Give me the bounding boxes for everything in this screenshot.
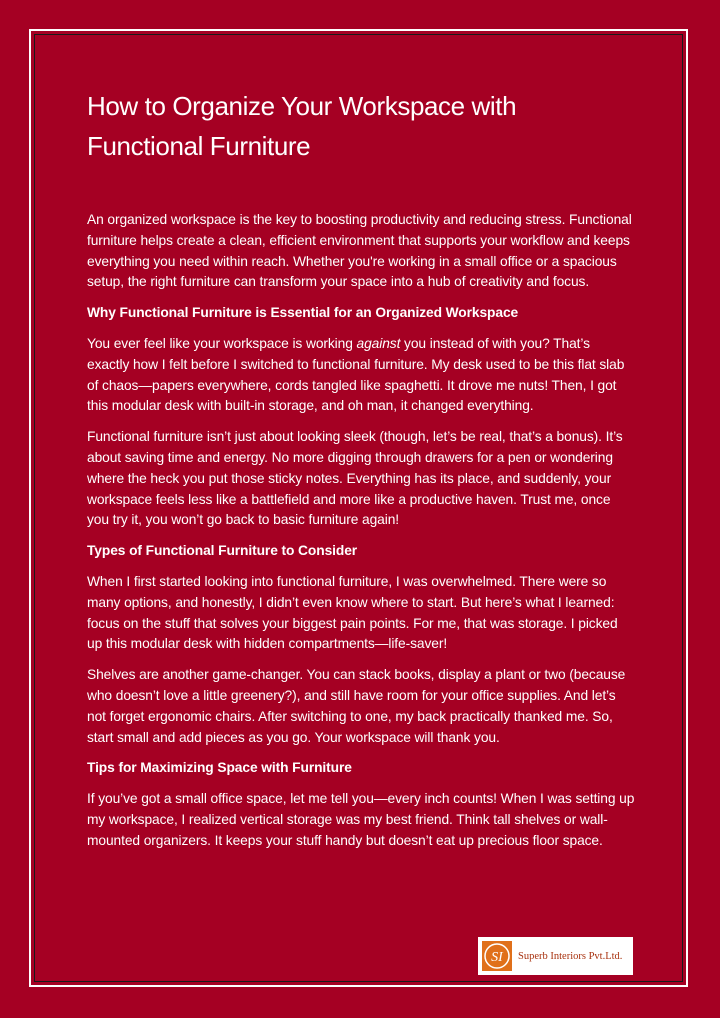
company-logo-name: Superb Interiors Pvt.Ltd.: [518, 950, 623, 962]
article-title: How to Organize Your Workspace with Functional Furniture: [87, 91, 517, 161]
company-logo: [478, 937, 633, 975]
section-heading: Why Functional Furniture is Essential for an Organized Workspace: [87, 305, 519, 321]
paragraph: When I first started looking into functional furniture, I was overwhelmed. There were so many options, and honestly, I didn’t even know where to start. But here’s what I learned: focus on the stuff that solves your biggest pain points. For me, that was storage. I picked up this modular desk with hidden compartments—life-saver!: [87, 573, 618, 652]
emphasis-text: against: [356, 335, 401, 351]
paragraph: An organized workspace is the key to boosting productivity and reducing stress. Functional furniture helps create a clean, efficient environment that supports your workflow and keeps everything you need within reach. Whether you're working in a small office or a spacious setup, the right furniture can transform your space into a hub of creativity and focus.: [87, 212, 632, 290]
svg-text:SI: SI: [491, 950, 503, 965]
section-heading: Tips for Maximizing Space with Furniture: [87, 760, 352, 776]
section-heading: Types of Functional Furniture to Consider: [87, 543, 358, 559]
paragraph: Functional furniture isn’t just about looking sleek (though, let’s be real, that’s a bonus). It’s about saving time and energy. No more digging through drawers for a pen or wondering where the heck you put those sticky notes. Everything has its place, and suddenly, your workspace feels less like a battlefield and more like a productive haven. Trust me, once you try it, you won’t go back to basic furniture again!: [87, 429, 623, 528]
paragraph-text: you instead of with you? That’s exactly how I felt before I switched to functional furniture. My desk used to be this flat slab of chaos—papers everywhere, cords tangled like spaghetti. It drove me nuts! Then, I got this modular desk with built-in storage, and oh man, it changed everything.: [87, 335, 625, 414]
paragraph: If you’ve got a small office space, let me tell you—every inch counts! When I was setting up my workspace, I realized vertical storage was my best friend. Think tall shelves or wall-mounted organizers. It keeps your stuff handy but doesn’t eat up precious floor space.: [87, 791, 635, 848]
paragraph: Shelves are another game-changer. You can stack books, display a plant or two (because who doesn’t love a little greenery?), and still have room for your office supplies. And let’s not forget ergonomic chairs. After switching to one, my back practically thanked me. So, start small and add pieces as you go. Your workspace will thank you.: [87, 667, 626, 745]
article: [87, 86, 635, 862]
paragraph: [87, 334, 635, 417]
paragraph-text: You ever feel like your workspace is working: [87, 335, 357, 351]
company-logo-icon: [482, 941, 512, 971]
article-body: [87, 210, 635, 852]
